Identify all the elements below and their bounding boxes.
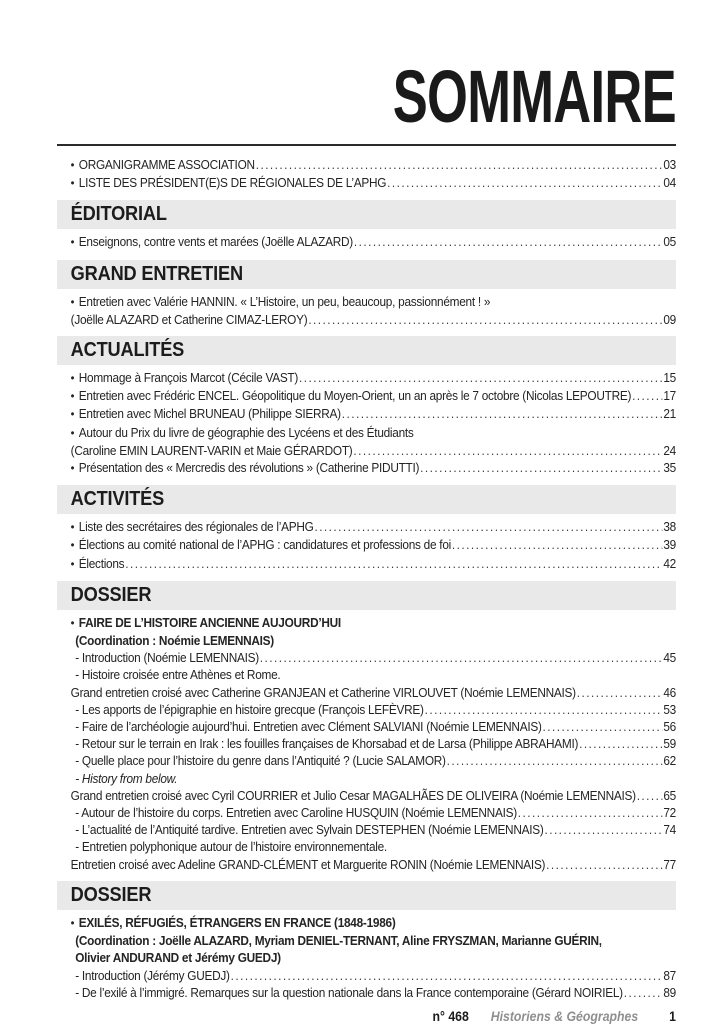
toc-section-list — [57, 233, 676, 251]
leader-dots — [308, 311, 662, 328]
toc-entry — [57, 174, 676, 192]
toc-entry — [57, 684, 676, 701]
section-heading: ACTIVITÉS — [57, 485, 676, 514]
leader-dots — [452, 536, 662, 553]
toc-entry — [57, 949, 676, 966]
toc-entry-text: (Joëlle ALAZARD et Catherine CIMAZ-LEROY) — [70, 311, 308, 327]
page-ref: 42 — [663, 555, 677, 571]
page-ref: 17 — [663, 388, 677, 404]
issue-number: n° 468 — [432, 1008, 469, 1024]
title-divider — [57, 144, 676, 146]
toc-entry — [57, 405, 676, 423]
toc-entry — [57, 156, 676, 174]
leader-dots — [425, 701, 663, 718]
toc-content — [57, 40, 676, 1024]
toc-entry — [57, 701, 676, 718]
toc-entry-text: (Caroline EMIN LAURENT-VARIN et Maie GÉRARDOT) — [70, 442, 353, 458]
bullet-icon: • — [70, 615, 75, 630]
toc-entry-text: Entretien avec Valérie HANNIN. « L’Histoire, un peu, beaucoup, passionnément ! » — [78, 293, 491, 309]
leader-dots — [354, 233, 663, 250]
page-ref: 21 — [663, 406, 677, 422]
toc-entry-text: - Les apports de l’épigraphie en histoire grecque (François LEFÈVRE) — [75, 701, 424, 717]
leader-dots — [632, 387, 662, 404]
bullet-icon: • — [70, 158, 75, 172]
toc-entry — [57, 614, 676, 632]
page-ref: 87 — [663, 967, 677, 983]
bullet-icon: • — [70, 235, 75, 250]
toc-entry-text: - Quelle place pour l’histoire du genre dans l’Antiquité ? (Lucie SALAMOR) — [75, 753, 446, 769]
toc-entry-text: Grand entretien croisé avec Cyril COURRIER et Julio Cesar MAGALHÃES DE OLIVEIRA (Noémie LEMENNAIS) — [70, 787, 636, 803]
bullet-icon: • — [70, 389, 75, 404]
page-ref: 74 — [663, 822, 677, 838]
page-ref: 45 — [663, 650, 677, 666]
toc-entry — [57, 770, 676, 787]
toc-entry — [57, 518, 676, 536]
page-ref: 65 — [663, 787, 677, 803]
toc-entry — [57, 459, 676, 477]
toc-entry-text: - De l’exilé à l’immigré. Remarques sur la question nationale dans la France contemporaine (Gérard NOIRIEL) — [75, 984, 623, 1000]
toc-entry — [57, 787, 676, 804]
toc-entry-text: Enseignons, contre vents et marées (Joëlle ALAZARD) — [78, 234, 353, 250]
toc-entry-text: - History from below. — [75, 770, 178, 786]
toc-entry-text: Olivier ANDURAND et Jérémy GUEDJ) — [75, 950, 281, 966]
toc-entry-text: Autour du Prix du livre de géographie des Lycéens et des Étudiants — [78, 424, 414, 440]
toc-section-list — [57, 156, 676, 192]
bullet-icon: • — [70, 461, 75, 476]
toc-entry — [57, 555, 676, 573]
leader-dots — [637, 787, 663, 804]
bullet-icon: • — [70, 294, 75, 309]
toc-entry-text: EXILÉS, RÉFUGIÉS, ÉTRANGERS EN FRANCE (1848-1986) — [78, 914, 396, 930]
toc-entry — [57, 718, 676, 735]
leader-dots — [256, 156, 663, 173]
toc-entry-text: - Autour de l’histoire du corps. Entretien avec Caroline HUSQUIN (Noémie LEMENNAIS) — [75, 805, 517, 821]
leader-dots — [299, 369, 662, 386]
toc-entry — [57, 856, 676, 873]
bullet-icon: • — [70, 538, 75, 553]
toc-entry-text: Liste des secrétaires des régionales de l’APHG — [78, 519, 314, 535]
toc-entry — [57, 293, 676, 311]
toc-entry — [57, 311, 676, 328]
toc-sections — [57, 156, 676, 1001]
toc-entry — [57, 984, 676, 1001]
toc-entry — [57, 804, 676, 821]
leader-dots — [420, 459, 662, 476]
toc-entry-text: (Coordination : Joëlle ALAZARD, Myriam DENIEL-TERNANT, Aline FRYSZMAN, Marianne GUÉRIN, — [75, 933, 602, 949]
bullet-icon: • — [70, 407, 75, 422]
leader-dots — [387, 174, 662, 191]
page-ref: 62 — [663, 753, 677, 769]
bullet-icon: • — [70, 371, 75, 386]
toc-section-list — [57, 369, 676, 477]
leader-dots — [624, 984, 663, 1001]
toc-entry — [57, 666, 676, 683]
toc-entry-text: - Entretien polyphonique autour de l’histoire environnementale. — [75, 839, 387, 855]
section-heading: ÉDITORIAL — [57, 200, 676, 229]
section-heading: DOSSIER — [57, 581, 676, 610]
page-ref: 09 — [663, 311, 677, 327]
section-heading: DOSSIER — [57, 881, 676, 910]
toc-entry — [57, 369, 676, 387]
page-ref: 15 — [663, 370, 677, 386]
leader-dots — [231, 967, 663, 984]
leader-dots — [353, 442, 662, 459]
toc-entry-text: Élections — [78, 555, 125, 571]
page-ref: 89 — [663, 984, 677, 1000]
toc-entry-text: - L’actualité de l’Antiquité tardive. Entretien avec Sylvain DESTEPHEN (Noémie LEMENNAIS) — [75, 822, 544, 838]
toc-entry — [57, 387, 676, 405]
leader-dots — [543, 718, 663, 735]
leader-dots — [577, 684, 663, 701]
toc-entry — [57, 932, 676, 949]
page-ref: 35 — [663, 460, 677, 476]
bullet-icon: • — [70, 176, 75, 191]
toc-entry — [57, 649, 676, 666]
toc-entry — [57, 821, 676, 838]
page-ref: 46 — [663, 684, 677, 700]
toc-section-list — [57, 614, 676, 873]
section-heading: ACTUALITÉS — [57, 336, 676, 365]
leader-dots — [342, 405, 663, 422]
toc-entry-text: - Introduction (Jérémy GUEDJ) — [75, 967, 230, 983]
page-ref: 53 — [663, 701, 677, 717]
page-ref: 72 — [663, 805, 677, 821]
toc-entry-text: ORGANIGRAMME ASSOCIATION — [78, 157, 255, 172]
toc-entry-text: - Histoire croisée entre Athènes et Rome. — [75, 667, 281, 683]
page-number: 1 — [669, 1008, 677, 1024]
leader-dots — [546, 856, 662, 873]
page-ref: 04 — [663, 175, 677, 191]
toc-entry-text: FAIRE DE L’HISTOIRE ANCIENNE AUJOURD’HUI — [78, 614, 341, 630]
page-title: SOMMAIRE — [392, 55, 677, 138]
leader-dots — [260, 649, 663, 666]
leader-dots — [125, 555, 662, 572]
toc-entry-text: - Retour sur le terrain en Irak : les fouilles françaises de Khorsabad et de Larsa (Philippe ABRAHAMI) — [75, 736, 579, 752]
bullet-icon: • — [70, 556, 75, 571]
toc-entry — [57, 536, 676, 554]
bullet-icon: • — [70, 520, 75, 535]
toc-entry — [57, 838, 676, 855]
page-ref: 39 — [663, 537, 677, 553]
page-ref: 24 — [663, 442, 677, 458]
page-ref: 77 — [663, 856, 677, 872]
leader-dots — [579, 735, 662, 752]
toc-entry — [57, 442, 676, 459]
toc-entry-text: (Coordination : Noémie LEMENNAIS) — [75, 633, 274, 649]
page-ref: 59 — [663, 736, 677, 752]
section-heading: GRAND ENTRETIEN — [57, 260, 676, 289]
toc-entry-text: Hommage à François Marcot (Cécile VAST) — [78, 370, 299, 386]
leader-dots — [314, 518, 662, 535]
toc-entry-text: Entretien croisé avec Adeline GRAND-CLÉMENT et Marguerite RONIN (Noémie LEMENNAIS) — [70, 856, 546, 872]
toc-entry — [57, 632, 676, 649]
toc-entry-text: Grand entretien croisé avec Catherine GRANJEAN et Catherine VIRLOUVET (Noémie LEMENNAIS) — [70, 684, 576, 700]
page-ref: 38 — [663, 519, 677, 535]
toc-entry — [57, 914, 676, 932]
toc-entry — [57, 735, 676, 752]
bullet-icon: • — [70, 425, 75, 440]
toc-section-list — [57, 914, 676, 1001]
toc-entry-text: Présentation des « Mercredis des révolutions » (Catherine PIDUTTI) — [78, 460, 420, 476]
bullet-icon: • — [70, 915, 75, 930]
toc-entry-text: - Introduction (Noémie LEMENNAIS) — [75, 650, 259, 666]
leader-dots — [518, 804, 663, 821]
toc-entry — [57, 424, 676, 442]
page-ref: 05 — [663, 234, 677, 250]
toc-section-list — [57, 293, 676, 328]
toc-section-list — [57, 518, 676, 573]
page-footer — [57, 1009, 676, 1024]
toc-entry-text: - Faire de l’archéologie aujourd’hui. Entretien avec Clément SALVIANI (Noémie LEMENNAIS) — [75, 719, 542, 735]
toc-entry-text: Entretien avec Michel BRUNEAU (Philippe SIERRA) — [78, 406, 341, 422]
toc-entry — [57, 967, 676, 984]
page-ref: 03 — [663, 157, 677, 172]
toc-entry — [57, 233, 676, 251]
leader-dots — [544, 821, 662, 838]
toc-entry-text: Entretien avec Frédéric ENCEL. Géopolitique du Moyen-Orient, un an après le 7 octobre (Nicolas LEPOUTRE) — [78, 388, 632, 404]
leader-dots — [447, 752, 663, 769]
toc-entry-text: Élections au comité national de l’APHG : candidatures et professions de foi — [78, 537, 452, 553]
toc-entry — [57, 752, 676, 769]
page-ref: 56 — [663, 719, 677, 735]
journal-name: Historiens & Géographes — [490, 1008, 639, 1024]
toc-entry-text: LISTE DES PRÉSIDENT(E)S DE RÉGIONALES DE L’APHG — [78, 175, 387, 191]
